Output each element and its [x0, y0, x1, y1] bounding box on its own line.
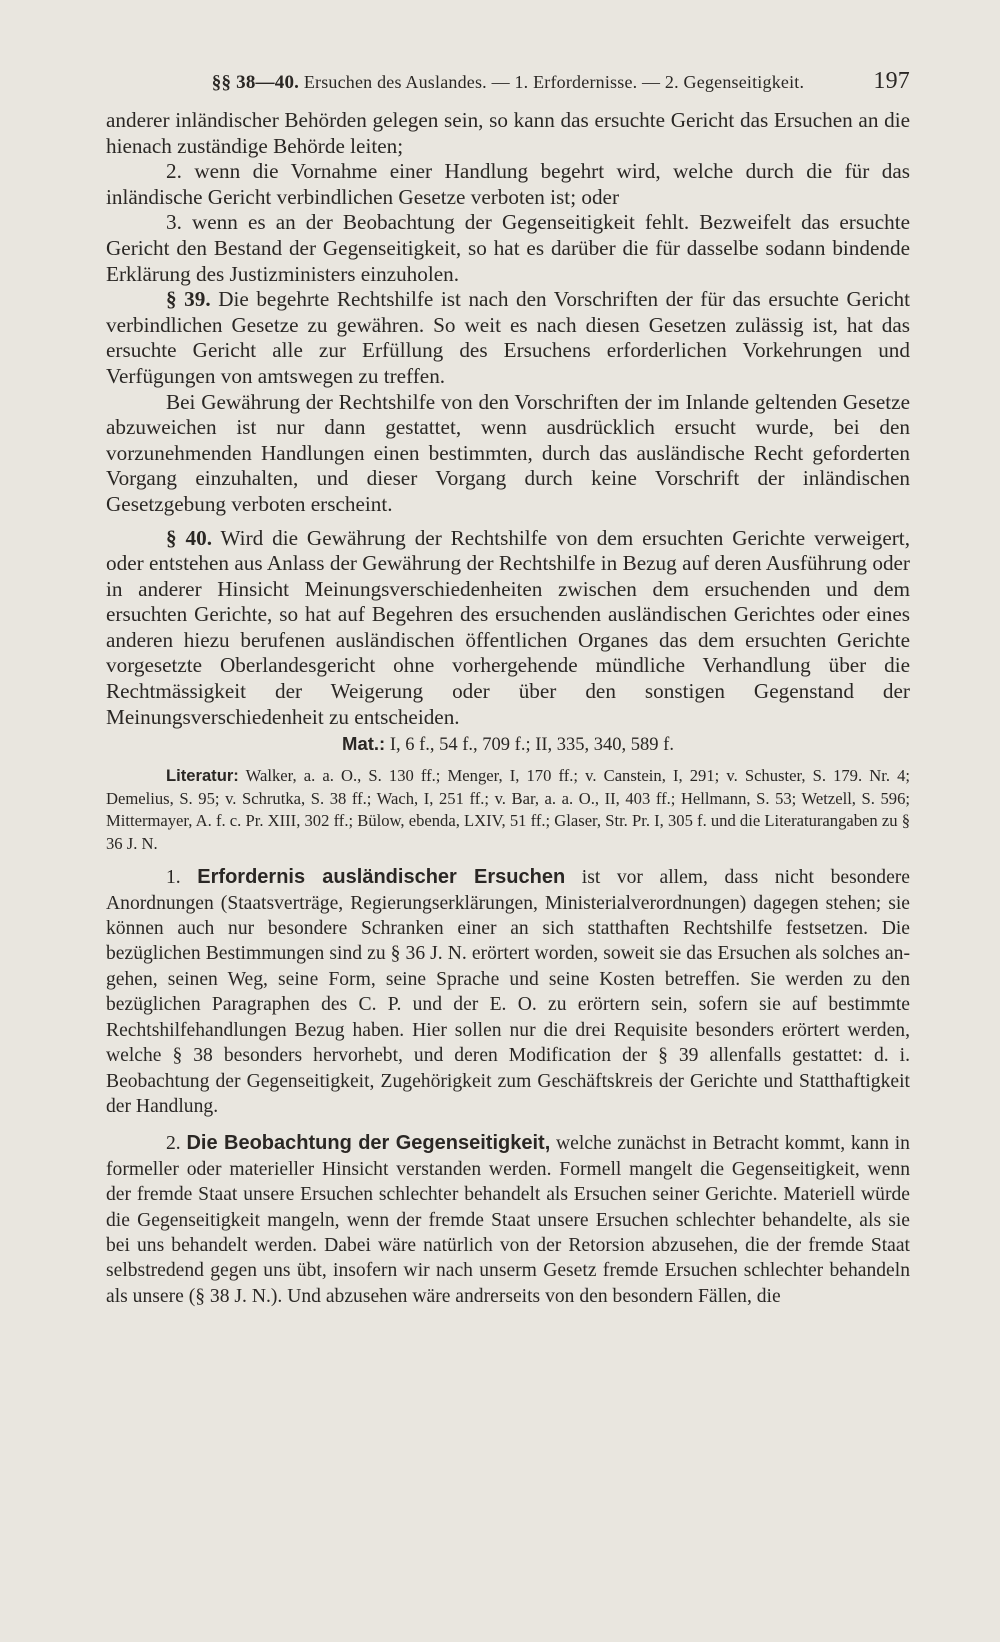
materials-text: I, 6 f., 54 f., 709 f.; II, 335, 340, 589 f. — [385, 735, 674, 756]
literature-label: Literatur: — [166, 766, 239, 786]
literature-text: Walker, a. a. O., S. 130 ff.; Menger, I, 170 ff.; v. Canstein, I, 291; v. Schuster, S. 179. Nr. 4; Demelius, S. 95; v. Schrutka, S. 38 ff.; Wach, I, 251 ff.; v. Bar, a. a. O., II, 403 ff.; Hellmann, S. 53; Wetzell, S. 596; Mittermayer, A. f. c. Pr. XIII, 302 ff.; Bülow, ebenda, LXIV, 51 ff.; Glaser, Str. Pr. I, 305 f. und die Literaturangaben zu § 36 J. N. — [106, 766, 910, 853]
commentary-1-heading: Erfordernis ausländischer Ersuchen — [197, 866, 566, 889]
running-head-section: §§ 38—40. — [211, 72, 300, 93]
section-40-text: Wird die Gewährung der Rechtshilfe von dem ersuchten Gerichte verweigert, oder entstehen aus Anlass der Gewährung der Rechtshilfe in Bezug auf deren Ausführung oder in anderer Hinsicht Meinungsverschiedenheiten zwischen dem ersuchenden und dem ersuchten Gerichte, so hat auf Begehren des ersuchenden ausländischen Gerichtes oder eines anderen hiezu berufenen ausländischen öffentlichen Organes das dem ersuchten Gerichte vorgesetzte Oberlandesgericht ohne vorhergehende mündliche Verhandlung über die Rechtmässigkeit der Weigerung oder über den sonstigen Gegenstand der Meinungsverschiedenheit zu entscheiden. — [106, 525, 910, 729]
section-39 — [106, 287, 910, 389]
literature-reference — [106, 765, 910, 855]
paragraph-item-3: 3. wenn es an der Beobachtung der Gegenseitigkeit fehlt. Bezweifelt das ersuchte Gericht den Bestand der Gegenseitigkeit, so hat es darüber die für dasselbe sodann bindende Erklärung des Justizministers einzuholen. — [106, 210, 910, 286]
statute-text — [106, 108, 910, 730]
materials-reference — [106, 732, 910, 757]
commentary-2 — [106, 1131, 910, 1309]
commentary-1-text: ist vor allem, dass nicht besondere Anordnungen (Staatsverträge, Regierungserklärungen, Ministerialverordnungen) dagegen stehen; sie können auch nur besondere Schranken einer an sich statthaften Rechtshilfe festsetzen. Die bezüglichen Bestimmungen sind zu § 36 J. N. erörtert worden, soweit sie das Ersuchen als solches angehen, seinen Weg, seine Form, seine Sprache und seine Kosten betreffen. Sie werden zu den bezüglichen Paragraphen des C. P. und der E. O. zu erörtern sein, sofern sie auf bestimmte Rechtshilfehandlungen Bezug haben. Hier sollen nur die drei Requisite besonders erörtert werden, welche § 38 besonders hervorhebt, und deren Modification der § 39 allenfalls gestattet: d. i. Beobachtung der Gegenseitigkeit, Zugehörigkeit zum Geschäftskreis der Gerichte und Statthaftigkeit der Handlung. — [106, 867, 910, 1117]
page-number: 197 — [873, 68, 910, 94]
paragraph-item-2: 2. wenn die Vornahme einer Handlung begehrt wird, welche durch die für das inländische Gericht verbindlichen Gesetze verboten ist; oder — [106, 159, 910, 209]
running-head — [106, 68, 910, 108]
materials-label: Mat.: — [342, 733, 386, 755]
commentary-2-number: 2. — [166, 1133, 181, 1155]
section-40 — [106, 526, 910, 731]
commentary-2-text: welche zunächst in Betracht kommt, kann in formeller oder materieller Hinsicht verstanden werden. Formell mangelt die Gegenseitigkeit, wenn der fremde Staat unsere Ersuchen schlechter behandelt als Ersuchen seiner Gerichte. Materiell würde die Gegenseitigkeit mangeln, wenn der fremde Staat unsere Ersuchen schlechter behandelte, als sie bei uns behandelt werden. Dabei wäre natürlich von der Retorsion abzusehen, die der fremde Staat selbstredend gegen uns übt, insofern wir nach unserm Gesetz fremde Ersuchen schlechter behandeln als unsere (§ 38 J. N.). Und abzusehen wäre andrerseits von den besondern Fällen, die — [106, 1133, 910, 1307]
commentary-1-number: 1. — [166, 867, 181, 889]
running-head-title: Ersuchen des Auslandes. — 1. Erfordernisse. — 2. Gegenseitigkeit. — [303, 72, 805, 92]
section-39-text: Die begehrte Rechtshilfe ist nach den Vorschriften der für das ersuchte Gericht verbindlichen Gesetze zu gewähren. So weit es nach diesen Gesetzen zulässig ist, hat das ersuchte Gericht alle zur Erfüllung des Ersuchens erforderlichen Vorkehrungen und Verfügungen von amtswegen zu treffen. — [106, 287, 910, 388]
commentary-1 — [106, 865, 910, 1119]
paragraph-continued: anderer inländischer Behörden gelegen sein, so kann das ersuchte Gericht das Ersuchen an die hienach zuständige Behörde leiten; — [106, 108, 910, 158]
section-39-mark: § 39. — [166, 287, 211, 312]
section-40-mark: § 40. — [166, 525, 212, 550]
commentary — [106, 865, 910, 1309]
section-39-paragraph-2: Bei Gewährung der Rechtshilfe von den Vorschriften der im Inlande geltenden Gesetze abzuweichen ist nur dann gestattet, wenn ausdrücklich ersucht wurde, bei den vorzunehmenden Handlungen einen bestimmten, durch das ausländische Recht geforderten Vorgang einzuhalten, und dieser Vorgang durch keine Vorschrift der inländischen Gesetzgebung verboten erscheint. — [106, 389, 910, 516]
commentary-2-heading: Die Beobachtung der Gegenseitigkeit, — [186, 1132, 551, 1155]
